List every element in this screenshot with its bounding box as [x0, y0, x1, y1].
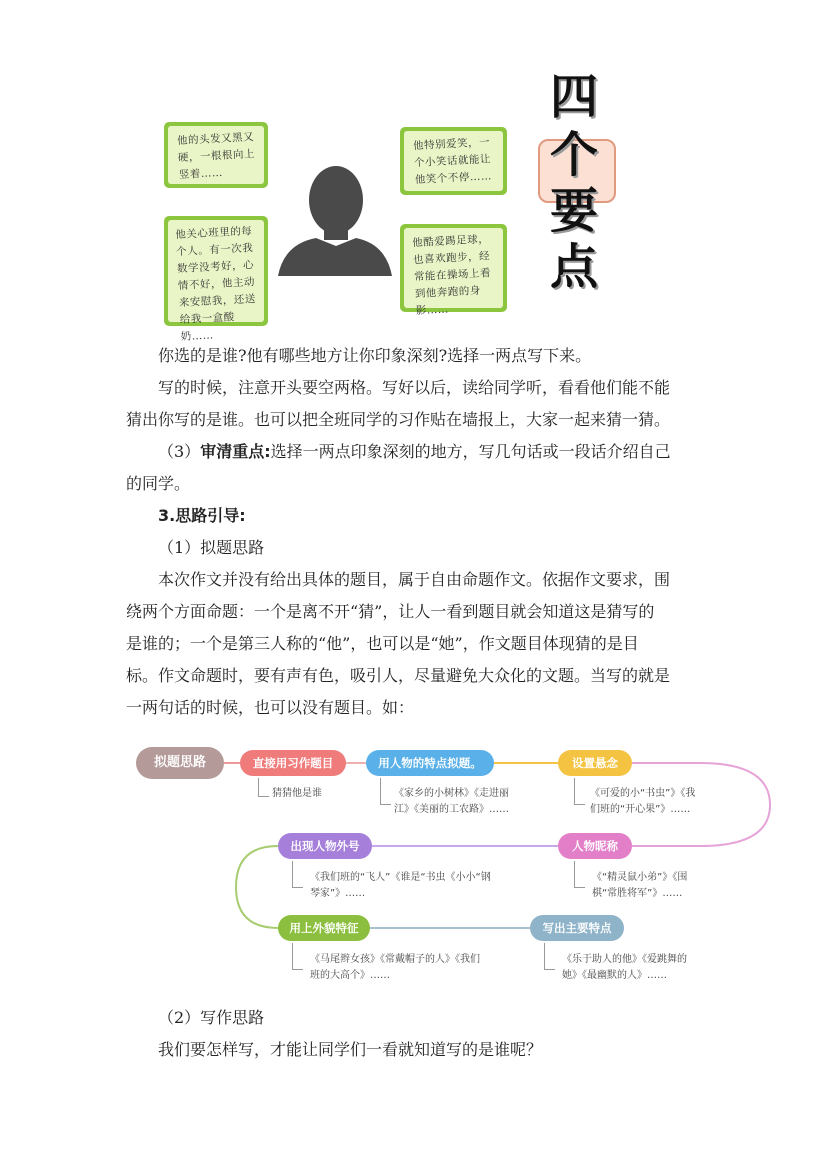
mindmap-example: 《乐于助人的他》《爱跳舞的	[562, 954, 687, 965]
bracket	[292, 943, 303, 970]
mindmap-node: 人物昵称	[558, 833, 632, 859]
paragraph: 猜出你写的是谁。也可以把全班同学的习作贴在墙报上，大家一起来猜一猜。	[126, 410, 671, 429]
paragraph: 标。作文命题时，要有声有色，吸引人，尽量避免大众化的文题。当写的就是	[126, 666, 671, 685]
title-char: 个	[550, 127, 599, 183]
mindmap-node: 出现人物外号	[278, 833, 372, 859]
bracket	[574, 861, 585, 888]
paragraph: 写的时候，注意开头要空两格。写好以后，读给同学听，看看他们能不能	[158, 378, 671, 397]
mindmap-example: 《我们班的“飞人”《谁是“书虫《小小“钢	[310, 872, 491, 883]
title-char: 点	[550, 239, 599, 295]
mindmap-example: 她》《最幽默的人》……	[562, 970, 667, 981]
paragraph: 我们要怎样写，才能让同学们一看就知道写的是谁呢？	[158, 1040, 543, 1059]
title-char: 四	[550, 69, 599, 125]
bracket	[292, 861, 303, 888]
mindmap-example: 《马尾辫女孩》《常戴帽子的人》《我们	[310, 954, 480, 965]
paragraph: 一两句话的时候，也可以没有题目。如：	[126, 698, 415, 717]
mindmap-example: 《家乡的小树林》《走进丽	[394, 788, 509, 799]
mindmap-example: 《可爱的小“书虫”》《我	[590, 788, 696, 799]
mindmap-example: 猜猜他是谁	[272, 788, 322, 799]
paragraph: 绕两个方面命题：一个是离不开“猜”，让人一看到题目就会知道这是猜写的	[126, 602, 655, 621]
bracket	[380, 778, 391, 805]
section-heading: 3.思路引导:	[158, 506, 246, 525]
mindmap-node: 写出主要特点	[530, 915, 624, 941]
mindmap-node: 直接用习作题目	[240, 750, 346, 776]
card-text: 他关心班里的每个人。有一次我数学没考好，心情不好，他主动来安慰我，还送给我一盒酸奶……	[175, 225, 257, 344]
paragraph: 你选的是谁?他有哪些地方让你印象深刻?选择一两点写下来。	[158, 346, 592, 365]
label-bold: 审清重点:	[200, 442, 271, 461]
mindmap-example: 棋“常胜将军”》……	[592, 888, 683, 899]
label-rest: 选择一两点印象深刻的地方，写几句话或一段话介绍自己	[270, 442, 671, 461]
label-prefix: （3）	[158, 442, 201, 461]
card-text: 他的头发又黑又硬，一根根向上竖着……	[176, 131, 256, 182]
mindmap-root: 拟题思路	[136, 747, 224, 779]
mindmap-example: 琴家”》……	[310, 888, 366, 899]
mindmap-node: 设置悬念	[558, 750, 632, 776]
paragraph: 的同学。	[126, 474, 191, 493]
mindmap-node: 用上外貌特征	[278, 915, 370, 941]
mindmap-example: 《“精灵鼠小弟”》《围	[592, 872, 688, 883]
bracket	[544, 943, 555, 970]
sub-heading: （1）拟题思路	[158, 538, 265, 557]
mindmap-node: 用人物的特点拟题。	[366, 750, 494, 776]
bracket	[258, 778, 269, 797]
bracket	[574, 778, 585, 805]
mindmap-example: 们班的“开心果”》……	[590, 804, 691, 815]
sub-heading: （2）写作思路	[158, 1008, 265, 1027]
card-text: 他酷爱踢足球，也喜欢跑步，经常能在操场上看到他奔跑的身影……	[411, 233, 492, 318]
paragraph: 本次作文并没有给出具体的题目，属于自由命题作文。依据作文要求，围	[158, 570, 671, 589]
mindmap-example: 班的大高个》……	[310, 970, 390, 981]
mindmap-example: 江》《美丽的工农路》……	[394, 804, 509, 815]
paragraph: 是谁的；一个是第三人称的“他”，也可以是“她”，作文题目体现猜的是目	[126, 634, 639, 653]
card-text: 他特别爱笑，一个小笑话就能让他笑个不停……	[412, 136, 493, 187]
title-char: 要	[550, 183, 599, 239]
